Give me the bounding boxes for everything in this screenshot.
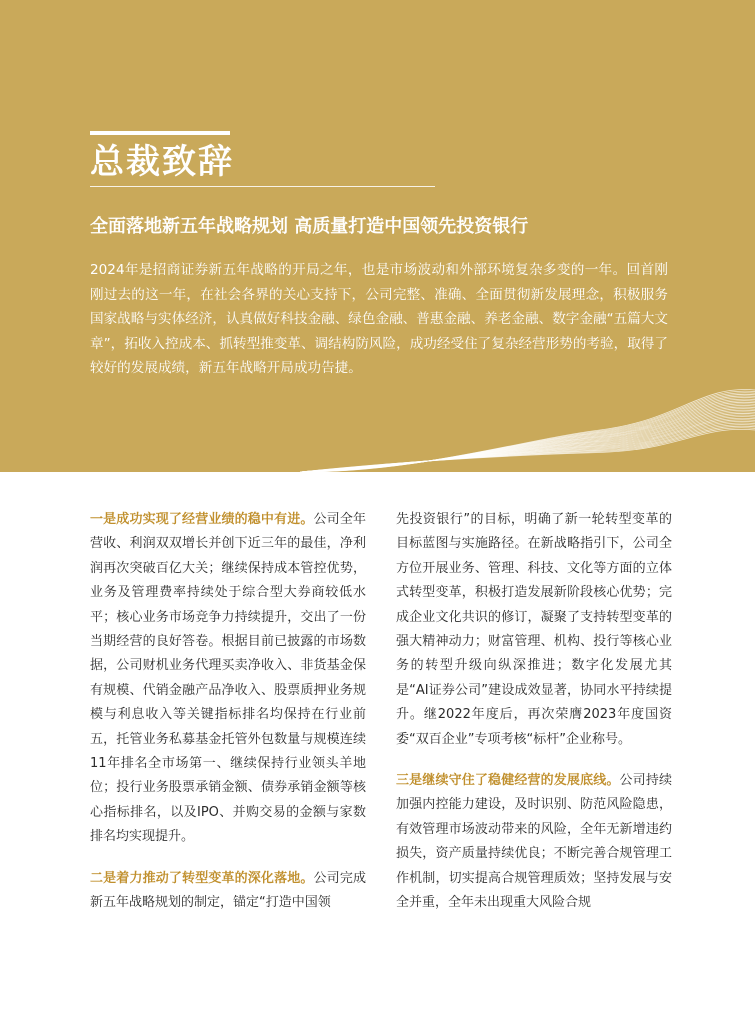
section-three-body: 公司持续加强内控能力建设，及时识别、防范风险隐患，有效管理市场波动带来的风险，全年无新增违约损失，资产质量持续优良；不断完善合规管理工作机制，切实提高合规管理质效；坚持发展与安全并重，全年未出现重大风险合规 [396,773,672,911]
section-one-paragraph [90,508,366,850]
section-two-body-continued: 先投资银行”的目标，明确了新一轮转型变革的目标蓝图与实施路径。在新战略指引下，公司全方位开展业务、管理、科技、文化等方面的立体式转型变革，积极打造发展新阶段核心优势；完成企业文化共识的修订，凝聚了支持转型变革的强大精神动力；财富管理、机构、投行等核心业务的转型升级向纵深推进；数字化发展尤其是“AI证券公司”建设成效显著，协同水平持续提升。继2022年度后，再次荣膺2023年度国资委“双百企业”专项考核“标杆”企业称号。 [396,512,672,747]
section-one-heading: 一是成功实现了经营业绩的稳中有进。 [90,512,314,527]
title-accent-bar [90,131,230,135]
header-banner [0,0,755,472]
section-three-paragraph [396,769,672,915]
section-one-body: 公司全年营收、利润双双增长并创下近三年的最佳，净利润再次突破百亿大关；继续保持成本管控优势，业务及管理费率持续处于综合型大券商较低水平；核心业务市场竞争力持续提升，交出了一份当期经营的良好答卷。根据目前已披露的市场数据，公司财机业务代理买卖净收入、非货基金保有规模、代销金融产品净收入、股票质押业务规模与利息收入等关键指标排名均保持在行业前五，托管业务私募基金托管外包数量与规模连续11年排名全市场第一、继续保持行业领头羊地位；投行业务股票承销金额、债券承销金额等核心指标排名，以及IPO、并购交易的金额与家数排名均实现提升。 [90,512,366,845]
section-two-heading: 二是着力推动了转型变革的深化落地。 [90,870,314,886]
section-two-body-start: 公司完成新五年战略规划的制定，锚定“打造中国领 [90,870,366,911]
intro-paragraph: 2024年是招商证券新五年战略的开局之年，也是市场波动和外部环境复杂多变的一年。回首刚刚过去的这一年，在社会各界的关心支持下，公司完整、准确、全面贯彻新发展理念，积极服务国家战略与实体经济，认真做好科技金融、绿色金融、普惠金融、养老金融、数字金融“五篇大文章”，拓收入控成本、抓转型推变革、调结构防风险，成功经受住了复杂经营形势的考验，取得了较好的发展成绩，新五年战略开局成功告捷。 [90,262,668,377]
title-divider [90,186,435,187]
page-title: 总裁致辞 [90,142,234,182]
section-three-heading: 三是继续守住了稳健经营的发展底线。 [396,773,620,789]
text-column-right [396,508,672,933]
section-two-continued-paragraph [396,508,672,752]
page-subtitle: 全面落地新五年战略规划 高质量打造中国领先投资银行 [90,216,529,237]
text-column-left [90,508,366,933]
section-two-paragraph [90,867,366,916]
wave-line [300,390,755,472]
